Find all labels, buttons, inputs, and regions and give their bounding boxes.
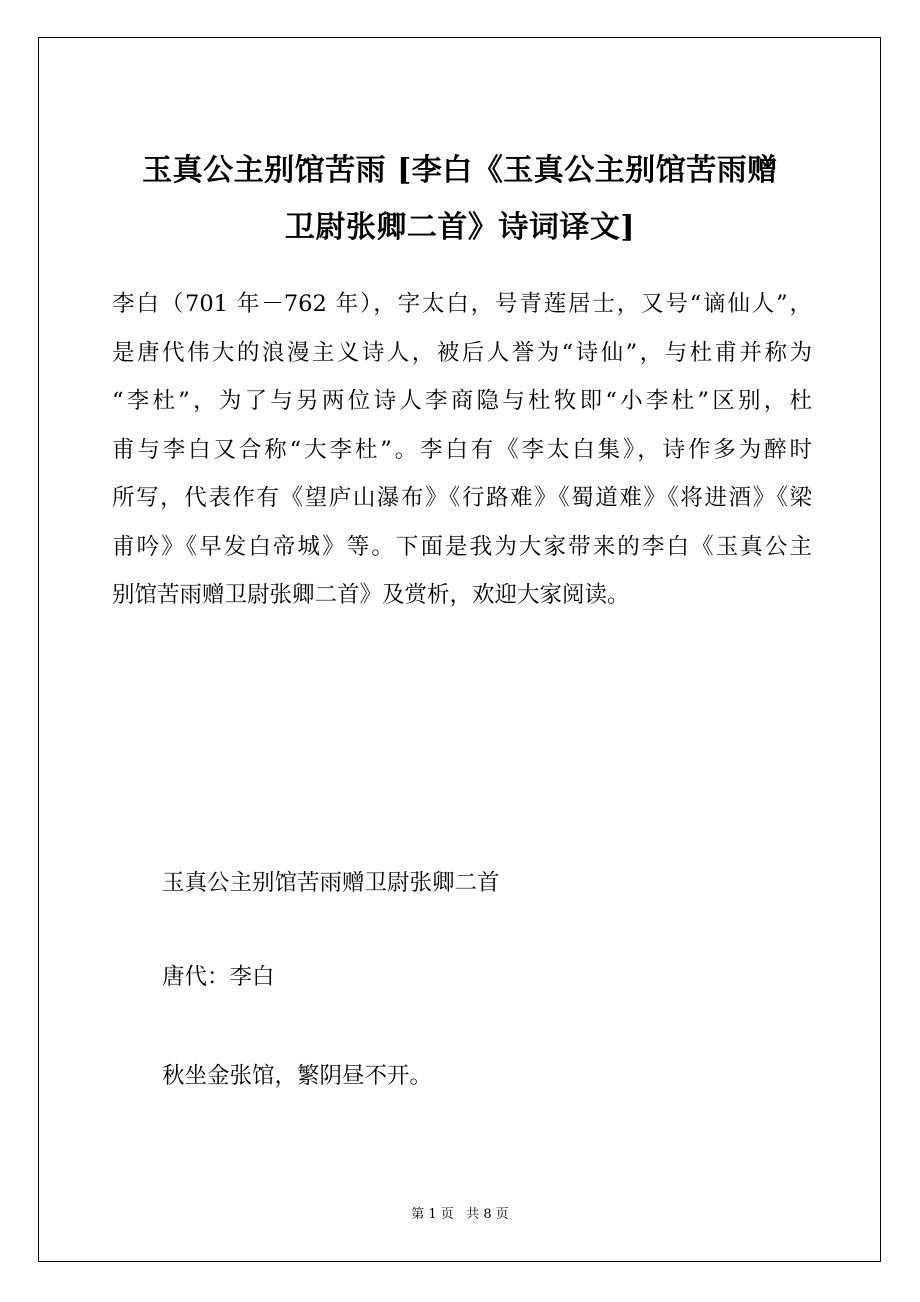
- intro-line-2: 是唐代伟大的浪漫主义诗人，被后人誉为“诗仙”，与杜甫并称为: [112, 339, 812, 366]
- poem-author: 唐代：李白: [162, 964, 275, 990]
- poem-title: 玉真公主别馆苦雨赠卫尉张卿二首: [162, 870, 500, 896]
- intro-paragraph: [112, 280, 812, 620]
- document-title: [100, 142, 820, 256]
- page-footer: 第 1 页 共 8 页: [411, 1207, 509, 1222]
- intro-line-4: 甫与李白又合称“大李杜”。李白有《李太白集》，诗作多为醉时: [112, 436, 812, 463]
- title-line-1: 玉真公主别馆苦雨 [李白《玉真公主别馆苦雨赠: [142, 153, 778, 188]
- title-line-2: 卫尉张卿二首》诗词译文]: [284, 210, 636, 245]
- intro-line-5: 所写，代表作有《望庐山瀑布》《行路难》《蜀道难》《将进酒》《梁: [112, 485, 812, 511]
- intro-line-1: 李白（701 年－762 年），字太白，号青莲居士，又号“谪仙人”，: [112, 291, 812, 317]
- intro-line-7: 别馆苦雨赠卫尉张卿二首》及赏析，欢迎大家阅读。: [112, 582, 630, 608]
- intro-line-3: “李杜”，为了与另两位诗人李商隐与杜牧即“小李杜”区别，杜: [112, 388, 812, 414]
- intro-line-6: 甫吟》《早发白帝城》等。下面是我为大家带来的李白《玉真公主: [112, 533, 812, 560]
- poem-verse-line: 秋坐金张馆，繁阴昼不开。: [162, 1063, 433, 1089]
